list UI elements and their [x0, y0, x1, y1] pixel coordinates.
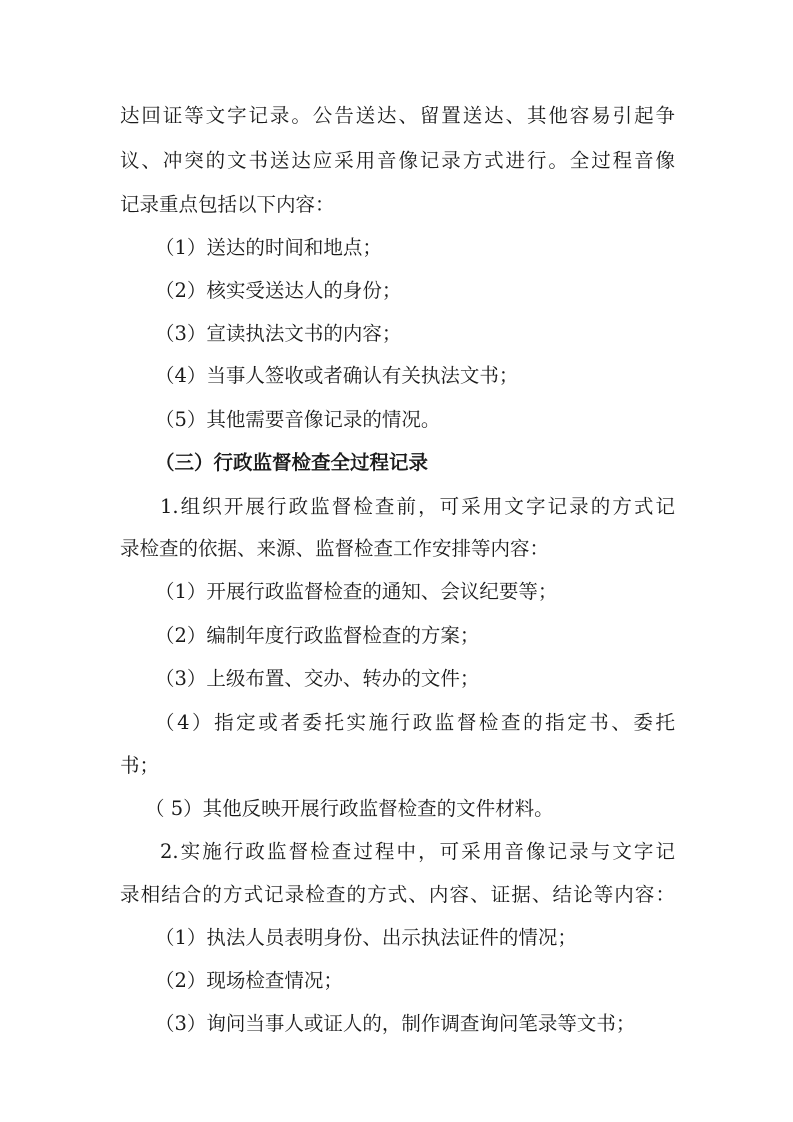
paragraph-line: 书；	[120, 754, 160, 777]
list-item: （4）指定或者委托实施行政监督检查的指定书、委托	[155, 711, 675, 734]
list-item: （3）宣读执法文书的内容；	[155, 322, 402, 345]
paragraph-line: 录检查的依据、来源、监督检查工作安排等内容：	[120, 537, 550, 560]
paragraph-line: 达回证等文字记录。公告送达、留置送达、其他容易引起争	[120, 104, 675, 127]
paragraph-line: 录相结合的方式记录检查的方式、内容、证据、结论等内容：	[120, 883, 675, 906]
list-item: （ 5）其他反映开展行政监督检查的文件材料。	[145, 797, 554, 820]
list-item: （4）当事人签收或者确认有关执法文书；	[155, 364, 519, 387]
list-item: （2）现场检查情况；	[155, 969, 343, 992]
list-item: （3）询问当事人或证人的，制作调查询问笔录等文书；	[155, 1012, 636, 1035]
list-item: （2）核实受送达人的身份；	[155, 279, 402, 302]
list-item: （5）其他需要音像记录的情况。	[155, 408, 441, 431]
paragraph-line: 记录重点包括以下内容：	[120, 193, 335, 216]
section-heading: （三）行政监督检查全过程记录	[155, 451, 429, 474]
list-item: （3）上级布置、交办、转办的文件；	[155, 667, 480, 690]
list-item: （1）送达的时间和地点；	[155, 236, 382, 259]
list-item: （1）开展行政监督检查的通知、会议纪要等；	[155, 580, 558, 603]
paragraph-line: 1.组织开展行政监督检查前，可采用文字记录的方式记	[160, 495, 675, 518]
list-item: （2）编制年度行政监督检查的方案；	[155, 624, 480, 647]
list-item: （1）执法人员表明身份、出示执法证件的情况；	[155, 926, 577, 949]
paragraph-line: 议、冲突的文书送达应采用音像记录方式进行。全过程音像	[120, 149, 675, 172]
paragraph-line: 2.实施行政监督检查过程中，可采用音像记录与文字记	[160, 840, 675, 863]
